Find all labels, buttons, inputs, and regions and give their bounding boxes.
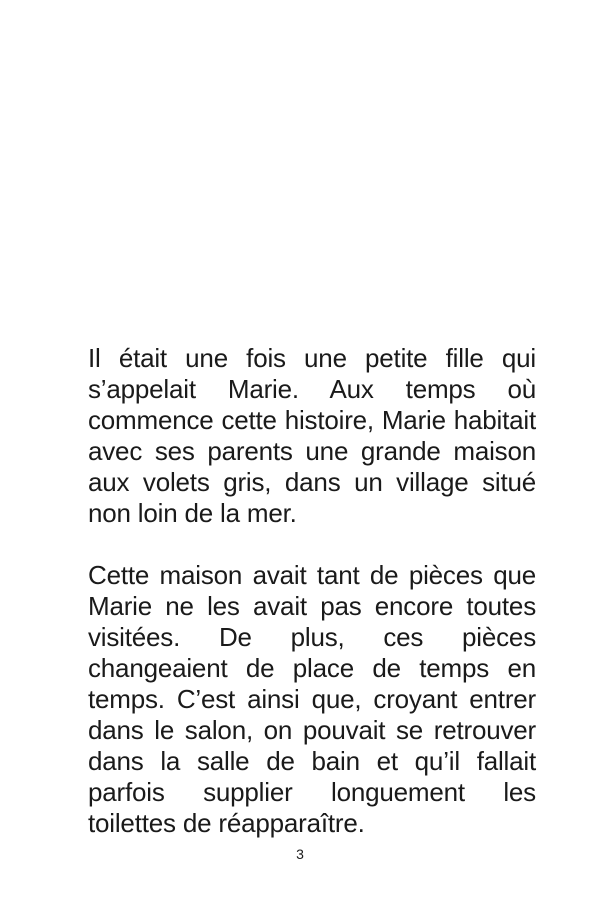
paragraph-1: Il était une fois une petite fille qui s’appelait Marie. Aux temps où commence cette histoire, Marie habitait avec ses parents une grande maison aux volets gris, dans un village situé non loin de la mer. bbox=[88, 343, 536, 528]
page-body-text bbox=[88, 343, 536, 839]
paragraph-2: Cette maison avait tant de pièces que Marie ne les avait pas encore toutes visitées. De plus, ces pièces changeaient de place de temps en temps. C’est ainsi que, croyant entrer dans le salon, on pouvait se retrouver dans la salle de bain et qu’il fallait parfois supplier longuement les toilettes de réapparaître. bbox=[88, 560, 536, 838]
page-number: 3 bbox=[296, 846, 304, 862]
